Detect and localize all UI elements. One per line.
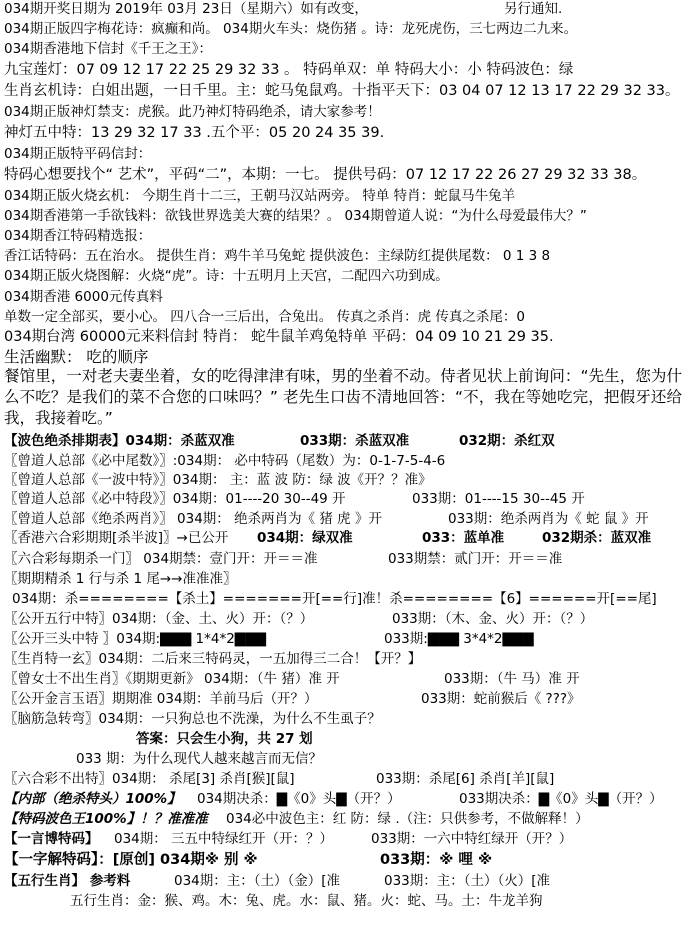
text-line: 034期正版特平码信封： <box>4 146 152 162</box>
section-line: 〖曾道人总部《绝杀两肖》〗 034期： 绝杀两肖为《 猪 虎 》开 033期：绝杀两肖为《 蛇 鼠 》开 <box>4 511 649 527</box>
section-line: 【五行生肖】 参考料 034期：主：（土）（金）[准 033期：主：（土）（火）[准 <box>4 873 551 889</box>
section-line: 〖公开三头中特 〗034期:▇▇▇ 1*4*2▇▇▇ 033期:▇▇▇ 3*4*2▇▇▇ <box>4 631 534 647</box>
section-line: 【内部（绝杀特头）100%】 034期决杀：▇《0》头▇（开？） 033期决杀：▇《0》头▇（开？） <box>4 791 663 807</box>
section-line: 〖公开金言玉语〗期期准 034期：羊前马后（开？） 033期：蛇前猴后《 ???》 <box>4 691 581 707</box>
text-line: 神灯五中特：13 29 32 17 33 .五个平：05 20 24 35 39. <box>4 125 385 141</box>
section-line: 〖曾道人总部《一波中特》〗034期： 主：蓝 波 防：绿 波《开？？准》 <box>4 472 432 488</box>
text-line: 034期香港 6000元传真料 <box>4 289 163 305</box>
section-line: 〖六合彩不出特〗034期： 杀尾[3] 杀肖[猴][鼠] 033期：杀尾[6] 杀肖[羊][鼠] <box>4 771 555 787</box>
section-line: 〖曾女士不出生肖〗《期期更新》 034期：（牛 猪）准 开 033期：（牛 马）准 开 <box>4 671 580 687</box>
section-line: 【波色绝杀排期表】034期：杀蓝双准 033期：杀蓝双准 032期：杀红双 <box>4 433 555 449</box>
humor-title: 生活幽默： 吃的顺序 <box>4 348 149 366</box>
text-line: 034期香江特码精选报： <box>4 228 152 244</box>
text-line: 特码心想要找个“ 艺术”，平码“二”，本期：一七。 提供号码：07 12 17 22 26 27 29 32 33 38。 <box>4 167 647 183</box>
section-line: 〖六合彩每期杀一门〗 034期禁：壹门开：开＝＝准 033期禁：贰门开：开＝＝准 <box>4 551 563 567</box>
section-line: 〖期期精杀 1 行与杀 1 尾→→准准准〗 <box>4 571 237 587</box>
section-line: 〖香港六合彩期期[杀半波]〗→已公开 034期：绿双准 033：蓝单准 032期杀：蓝双准 <box>4 530 652 546</box>
section-line: 五行生肖：金：猴、鸡。木：兔、虎。水：鼠、猪。火：蛇、马。土：牛龙羊狗 <box>70 893 543 909</box>
section-line: 【特码波色王100%】！？准准准 034必中波色主：红 防：绿 .（注：只供参考，不做解释！） <box>4 811 589 827</box>
text-line: 单数一定全部买，要小心。 四八合一三后出，合兔出。 传真之杀肖：虎 传真之杀尾：0 <box>4 309 525 325</box>
riddle-question: 033 期：为什么现代人越来越言而无信？ <box>76 751 323 767</box>
humor-paragraph: 餐馆里，一对老夫妻坐着，女的吃得津津有味，男的坐着不动。侍者见状上前询问：“先生，您为什么不吃？是我们的菜不合您的口味吗？” 老先生口齿不清地回答：“不，我在等她吃完，把假牙还给我，我接着吃。” <box>4 367 682 427</box>
text-line: 生肖玄机诗：白姐出题，一日千里。主：蛇马兔鼠鸡。十指平天下：03 04 07 12 13 17 22 29 32 33。 <box>4 83 680 99</box>
section-line: 〖脑筋急转弯〗034期：一只狗总也不洗澡，为什么不生虱子？ <box>4 711 381 727</box>
draw-date-line: 034期开奖日期为 2019年 03月 23日（星期六）如有改变， 另行通知. <box>4 1 563 17</box>
riddle-answer: 答案：只会生小狗，共 27 划 <box>136 731 313 747</box>
text-line: 九宝莲灯：07 09 12 17 22 25 29 32 33 。 特码单双：单 特码大小：小 特码波色：绿 <box>4 62 574 78</box>
section-line: 【一言博特码】 034期： 三五中特绿红开（开：？） 033期：一六中特红绿开（开？） <box>4 831 573 847</box>
section-line: 〖公开五行中特〗034期：（金、土、火）开：（？） 033期：（木、金、火）开：（？） <box>4 611 594 627</box>
section-line: 〖曾道人总部《必中特段》〗034期：01----20 30--49 开 033期：01----15 30--45 开 <box>4 491 585 507</box>
text-line: 034期正版神灯禁支：虎猴。此乃神灯特码绝杀，请大家参考！ <box>4 104 381 120</box>
section-line: 〖生肖特一玄〗034期：二后来三特码灵，一五加得三二合！【开？】 <box>4 651 422 667</box>
section-line: 【一字解特码】：[原创] 034期※ 别 ※ 033期：※ 哩 ※ <box>4 852 493 868</box>
section-line: 034期：杀========【杀土】=======开[==行]准！杀========【6】======开[==尾] <box>12 591 657 607</box>
section-line: 〖曾道人总部《必中尾数》〗:034期： 必中特码（尾数）为：0-1-7-5-4-6 <box>4 453 446 469</box>
text-line: 034期香港第一手欲钱料：欲钱世界选美大赛的结果？。 034期曾道人说：“为什么母爱最伟大？” <box>4 208 587 224</box>
text-line: 034期香港地下信封《千王之王》： <box>4 41 213 57</box>
text-line: 034期正版火烧玄机： 今期生肖十二三，王朝马汉站两旁。 特单 特肖：蛇鼠马牛兔羊 <box>4 188 516 204</box>
text-line: 034期台湾 60000元来料信封 特肖： 蛇牛鼠羊鸡兔特单 平码：04 09 10 21 29 35. <box>4 329 554 345</box>
text-line: 034期正版火烧图解：火烧“虎”。诗：十五明月上天宫，二配四六功到成。 <box>4 268 449 284</box>
text-line: 香江话特码：五在治水。 提供生肖：鸡牛羊马兔蛇 提供波色：主绿防红提供尾数： 0 1 3 8 <box>4 248 551 264</box>
text-line: 034期正版四字梅花诗：疯癫和尚。 034期火车头：烧伤猪 。诗：龙死虎伤，三七两边二九来。 <box>4 21 578 37</box>
